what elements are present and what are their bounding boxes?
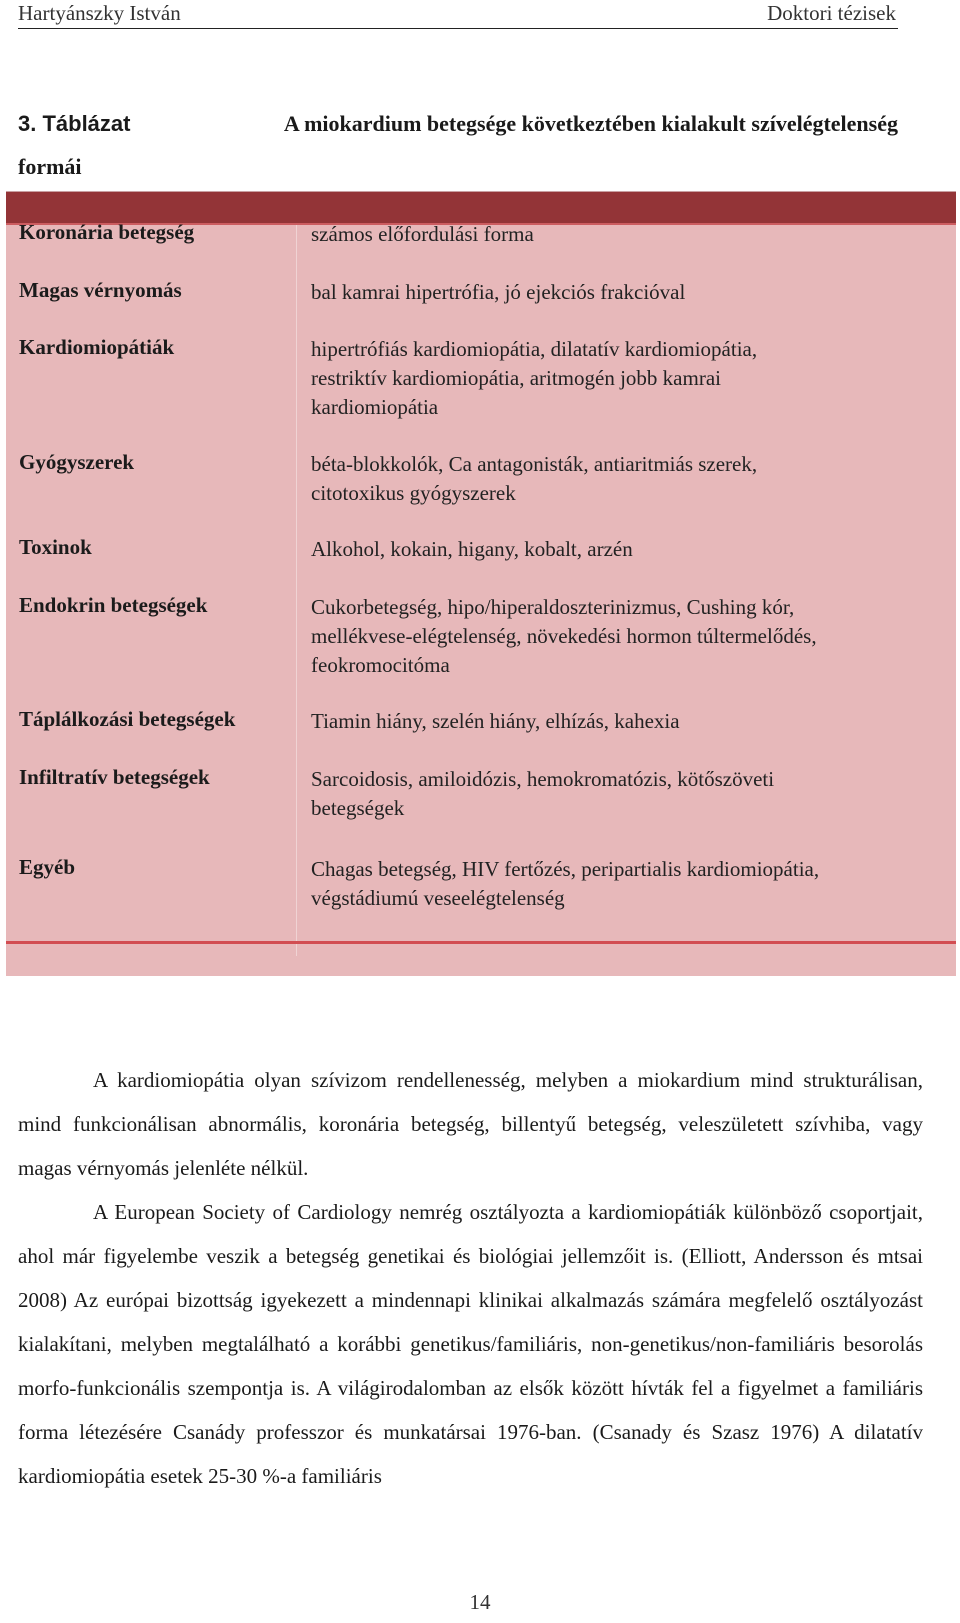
row-label: Magas vérnyomás xyxy=(19,278,182,302)
page-header xyxy=(18,0,898,29)
page-number: 14 xyxy=(469,1590,491,1614)
row-value: hipertrófiás kardiomiopátia, dilatatív kardiomiopátia, restriktív kardiomiopátia, aritmogén jobb kamrai kardiomiopátia xyxy=(311,337,758,419)
row-label: Kardiomiopátiák xyxy=(19,335,175,359)
paragraph: A kardiomiopátia olyan szívizom rendellenesség, melyben a miokardium mind strukturálisan, mind funkcionálisan abnormális, koronária betegség, billentyű betegség, veleszületett szívhiba, vagy magas vérnyomás jelenléte nélkül. xyxy=(18,1068,923,1180)
row-value: számos előfordulási forma xyxy=(311,222,534,246)
heart-failure-table xyxy=(6,191,956,976)
table-caption xyxy=(18,102,898,188)
caption-number: 3. Táblázat xyxy=(18,111,131,136)
caption-line-2: formái xyxy=(18,154,82,179)
row-value: bal kamrai hipertrófia, jó ejekciós frakcióval xyxy=(311,280,686,304)
body-text xyxy=(18,1058,923,1498)
row-value: béta-blokkolók, Ca antagonisták, antiaritmiás szerek, citotoxikus gyógyszerek xyxy=(311,452,758,505)
header-author: Hartyánszky István xyxy=(18,1,181,25)
row-label: Egyéb xyxy=(19,855,76,879)
row-value: Cukorbetegség, hipo/hiperaldoszterinizmus, Cushing kór, mellékvese-elégtelenség, növekedési hormon túltermelődés, feokromocitóma xyxy=(311,595,817,677)
row-value: Alkohol, kokain, higany, kobalt, arzén xyxy=(311,537,633,561)
row-value: Chagas betegség, HIV fertőzés, peripartialis kardiomiopátia, végstádiumú veseelégtelenség xyxy=(311,857,820,910)
paragraph: A European Society of Cardiology nemrég osztályozta a kardiomiopátiák különböző csoportjait, ahol már figyelembe veszik a betegség genetikai és biológiai jellemzőit is. (Elliott, Andersson és mtsai 2008) Az európai bizottság igyekezett a mindennapi klinikai alkalmazás számára megfelelő osztályozást kialakítani, melyben megtalálható a korábbi genetikus/familiáris, non-genetikus/non-familiáris besorolás morfo-funkcionális szempontja is. A világirodalomban az elsők között hívták fel a figyelmet a familiáris forma létezésére Csanády professzor és munkatársai 1976-ban. (Csanady és Szasz 1976) A dilatatív kardiomiopátia esetek 25-30 %-a familiáris xyxy=(18,1200,923,1488)
row-label: Koronária betegség xyxy=(19,220,195,244)
row-value: Sarcoidosis, amiloidózis, hemokromatózis, kötőszöveti betegségek xyxy=(311,767,775,820)
row-label: Endokrin betegségek xyxy=(19,593,208,617)
table-bottom-rule xyxy=(6,941,956,944)
column-separator xyxy=(296,225,297,956)
row-label: Gyógyszerek xyxy=(19,450,135,474)
row-value: Tiamin hiány, szelén hiány, elhízás, kahexia xyxy=(311,709,680,733)
header-title: Doktori tézisek xyxy=(767,1,896,25)
row-label: Táplálkozási betegségek xyxy=(19,707,236,731)
row-label: Infiltratív betegségek xyxy=(19,765,210,789)
row-label: Toxinok xyxy=(19,535,92,559)
caption-text: A miokardium betegsége következtében kialakult szívelégtelenség xyxy=(283,111,898,136)
caption-line-1 xyxy=(18,102,898,145)
